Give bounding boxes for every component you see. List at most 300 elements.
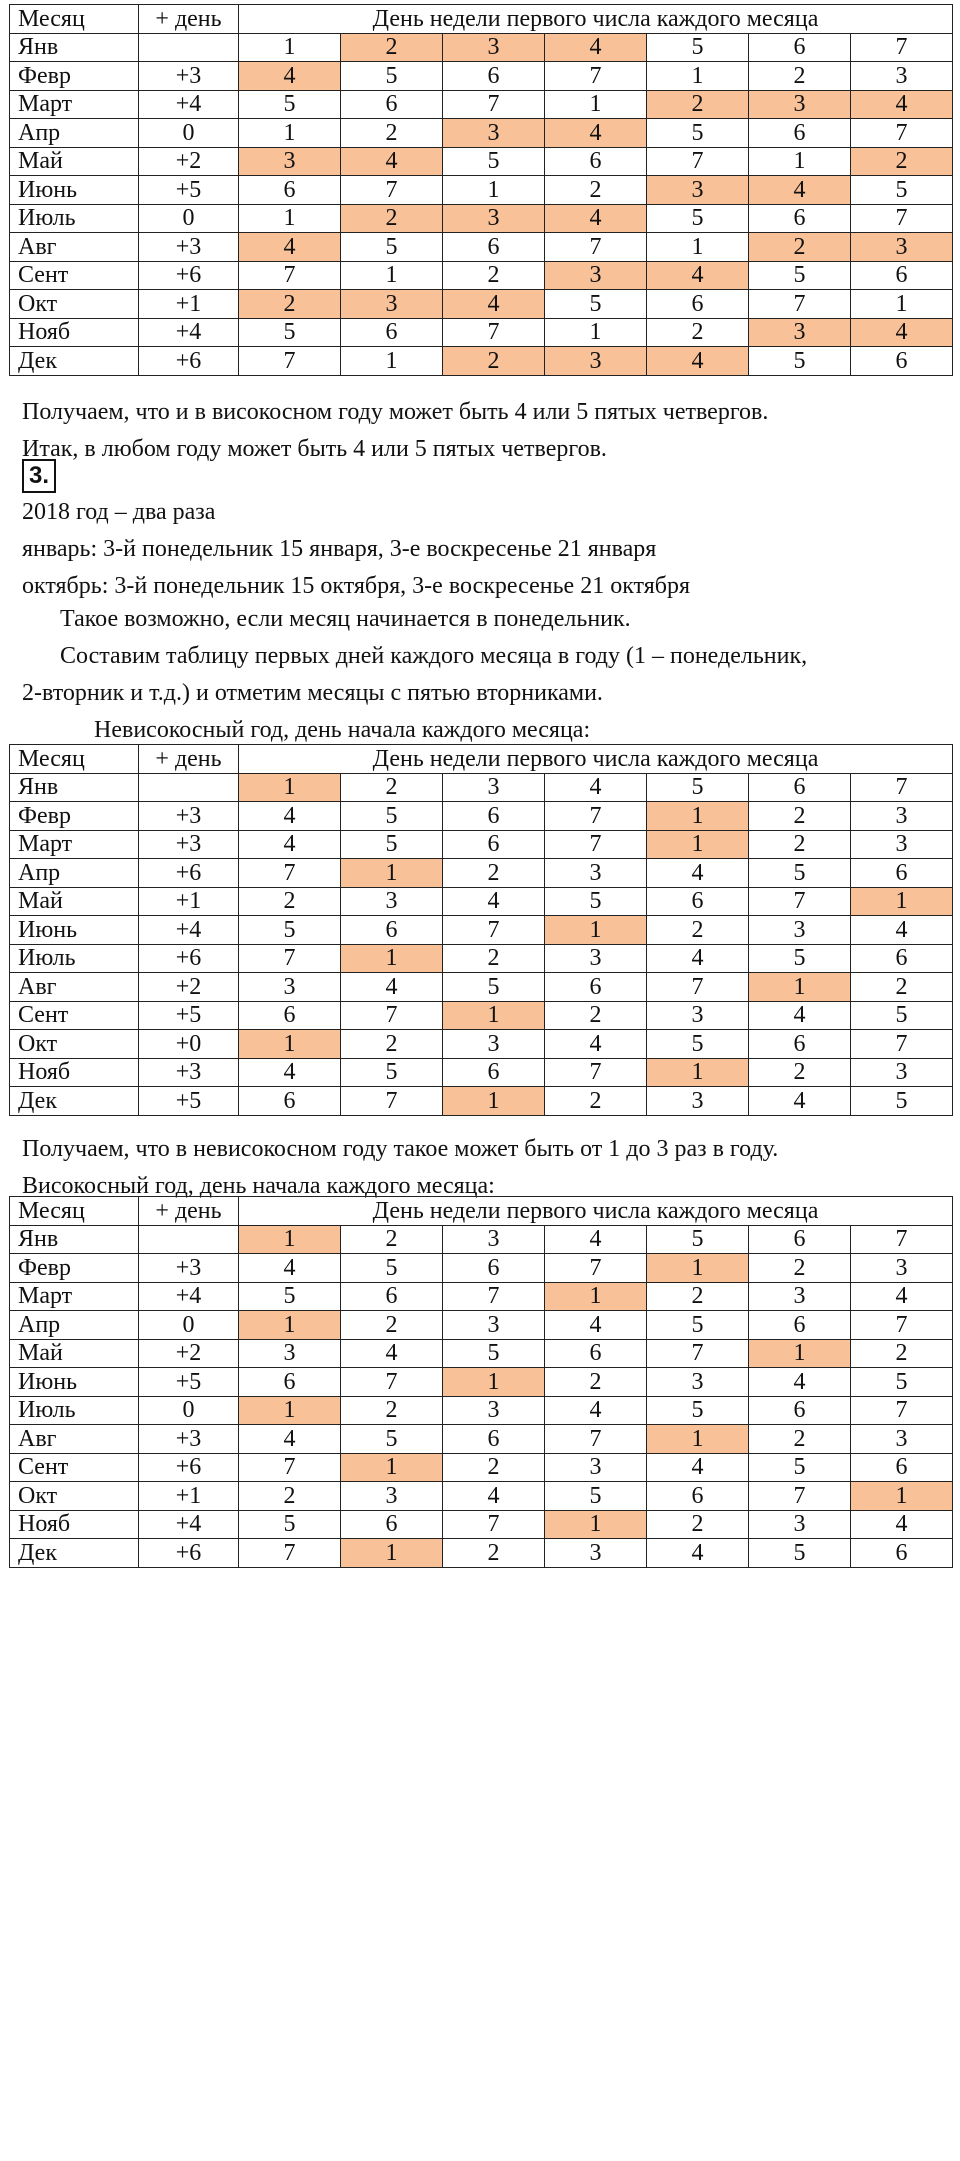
day-cell: 4	[239, 802, 341, 831]
day-cell: 4	[749, 1087, 851, 1116]
day-cell: 4	[647, 1539, 749, 1568]
month-cell: Авг	[10, 233, 139, 262]
day-cell: 6	[545, 1339, 647, 1368]
plus-day-cell: +6	[139, 261, 239, 290]
day-cell: 5	[647, 1030, 749, 1059]
day-cell: 5	[647, 33, 749, 62]
day-cell: 3	[851, 1425, 953, 1454]
day-cell: 4	[443, 887, 545, 916]
day-cell: 7	[647, 147, 749, 176]
day-cell: 5	[749, 347, 851, 376]
day-cell: 7	[341, 1001, 443, 1030]
day-cell: 1	[341, 347, 443, 376]
day-cell: 1	[647, 830, 749, 859]
day-cell: 1	[341, 261, 443, 290]
day-cell: 1	[545, 916, 647, 945]
day-cell: 2	[851, 147, 953, 176]
day-cell: 3	[545, 347, 647, 376]
table-row	[10, 773, 953, 802]
table-row	[10, 1368, 953, 1397]
month-cell: Сент	[10, 261, 139, 290]
day-cell: 6	[851, 859, 953, 888]
day-cell: 1	[239, 773, 341, 802]
table-row	[10, 176, 953, 205]
plus-day-cell: +0	[139, 1030, 239, 1059]
month-cell: Сент	[10, 1453, 139, 1482]
day-cell: 2	[749, 1058, 851, 1087]
day-cell: 3	[749, 90, 851, 119]
day-cell: 6	[749, 773, 851, 802]
day-cell: 5	[647, 1396, 749, 1425]
day-cell: 2	[647, 916, 749, 945]
table-row	[10, 233, 953, 262]
month-cell: Окт	[10, 1030, 139, 1059]
day-cell: 2	[851, 973, 953, 1002]
month-cell: Апр	[10, 859, 139, 888]
table-row	[10, 90, 953, 119]
day-cell: 1	[443, 1368, 545, 1397]
day-cell: 1	[647, 1058, 749, 1087]
task-number-badge: 3.	[22, 459, 56, 493]
day-cell: 5	[545, 887, 647, 916]
day-cell: 5	[851, 1001, 953, 1030]
header-plus-day: + день	[139, 1197, 239, 1226]
day-cell: 3	[443, 204, 545, 233]
calendar-table-2	[9, 744, 952, 1116]
month-cell: Апр	[10, 119, 139, 148]
day-cell: 7	[545, 1058, 647, 1087]
day-cell: 3	[443, 1396, 545, 1425]
conclusion-text-2	[22, 1131, 942, 1205]
plus-day-cell: +3	[139, 802, 239, 831]
plus-day-cell: 0	[139, 204, 239, 233]
text-line: Итак, в любом году может быть 4 или 5 пятых четвергов.	[22, 436, 607, 462]
day-cell: 3	[443, 773, 545, 802]
day-cell: 6	[647, 887, 749, 916]
day-cell: 2	[545, 1368, 647, 1397]
plus-day-cell: +3	[139, 830, 239, 859]
day-cell: 2	[443, 347, 545, 376]
day-cell: 5	[647, 1225, 749, 1254]
day-cell: 7	[443, 916, 545, 945]
day-cell: 4	[545, 1225, 647, 1254]
month-cell: Нояб	[10, 1510, 139, 1539]
table-row	[10, 1339, 953, 1368]
month-cell: Февр	[10, 1254, 139, 1283]
table-row	[10, 973, 953, 1002]
table-row	[10, 290, 953, 319]
day-cell: 7	[239, 347, 341, 376]
day-cell: 1	[647, 802, 749, 831]
plus-day-cell	[139, 33, 239, 62]
table-row	[10, 1396, 953, 1425]
table-row	[10, 1087, 953, 1116]
day-cell: 6	[749, 1396, 851, 1425]
day-cell: 6	[545, 973, 647, 1002]
plus-day-cell: +1	[139, 1482, 239, 1511]
day-cell: 7	[239, 944, 341, 973]
day-cell: 6	[239, 1001, 341, 1030]
day-cell: 1	[443, 176, 545, 205]
day-cell: 6	[239, 176, 341, 205]
day-cell: 4	[341, 973, 443, 1002]
table-row	[10, 916, 953, 945]
table-row	[10, 147, 953, 176]
table-row	[10, 859, 953, 888]
day-cell: 5	[443, 1339, 545, 1368]
plus-day-cell: +3	[139, 233, 239, 262]
day-cell: 4	[443, 290, 545, 319]
table-row	[10, 1001, 953, 1030]
day-cell: 5	[647, 1311, 749, 1340]
day-cell: 3	[851, 62, 953, 91]
day-cell: 4	[647, 859, 749, 888]
month-cell: Окт	[10, 290, 139, 319]
text-line: Такое возможно, если месяц начинается в понедельник.	[60, 606, 631, 632]
plus-day-cell: +6	[139, 347, 239, 376]
day-cell: 5	[851, 176, 953, 205]
table-row	[10, 1030, 953, 1059]
day-cell: 3	[851, 802, 953, 831]
day-cell: 6	[443, 233, 545, 262]
day-cell: 3	[545, 1453, 647, 1482]
day-cell: 5	[341, 62, 443, 91]
day-cell: 2	[647, 1282, 749, 1311]
day-cell: 5	[239, 90, 341, 119]
day-cell: 1	[647, 1254, 749, 1283]
day-cell: 1	[341, 944, 443, 973]
month-cell: Янв	[10, 33, 139, 62]
day-cell: 7	[851, 1030, 953, 1059]
plus-day-cell: +5	[139, 1001, 239, 1030]
day-cell: 1	[749, 973, 851, 1002]
day-cell: 3	[647, 1001, 749, 1030]
first-day-table	[9, 1196, 953, 1568]
day-cell: 2	[443, 1539, 545, 1568]
day-cell: 2	[239, 887, 341, 916]
day-cell: 3	[545, 1539, 647, 1568]
day-cell: 2	[341, 119, 443, 148]
day-cell: 3	[647, 1368, 749, 1397]
day-cell: 1	[749, 147, 851, 176]
day-cell: 3	[851, 233, 953, 262]
day-cell: 5	[239, 916, 341, 945]
day-cell: 7	[851, 1396, 953, 1425]
day-cell: 2	[239, 290, 341, 319]
plus-day-cell: +4	[139, 318, 239, 347]
day-cell: 7	[443, 318, 545, 347]
calendar-table-1	[9, 4, 952, 376]
day-cell: 6	[443, 830, 545, 859]
day-cell: 2	[749, 802, 851, 831]
day-cell: 2	[443, 1453, 545, 1482]
day-cell: 4	[545, 204, 647, 233]
day-cell: 3	[443, 33, 545, 62]
day-cell: 4	[647, 1453, 749, 1482]
day-cell: 3	[851, 1058, 953, 1087]
day-cell: 6	[341, 318, 443, 347]
plus-day-cell: +4	[139, 90, 239, 119]
day-cell: 7	[647, 1339, 749, 1368]
day-cell: 2	[341, 33, 443, 62]
day-cell: 7	[239, 859, 341, 888]
month-cell: Июнь	[10, 916, 139, 945]
day-cell: 1	[239, 204, 341, 233]
day-cell: 5	[341, 802, 443, 831]
day-cell: 3	[545, 944, 647, 973]
month-cell: Февр	[10, 62, 139, 91]
text-line: Получаем, что в невисокосном году такое может быть от 1 до 3 раз в году.	[22, 1136, 779, 1162]
task-3-text	[22, 494, 942, 605]
day-cell: 3	[545, 261, 647, 290]
month-cell: Дек	[10, 1087, 139, 1116]
day-cell: 5	[851, 1368, 953, 1397]
text-line: Составим таблицу первых дней каждого месяца в году (1 – понедельник,	[60, 643, 808, 669]
table-row	[10, 1311, 953, 1340]
month-cell: Февр	[10, 802, 139, 831]
day-cell: 6	[341, 1282, 443, 1311]
month-cell: Авг	[10, 973, 139, 1002]
table-row	[10, 830, 953, 859]
plus-day-cell: 0	[139, 1396, 239, 1425]
day-cell: 2	[647, 90, 749, 119]
table-row	[10, 347, 953, 376]
day-cell: 2	[545, 176, 647, 205]
day-cell: 6	[341, 1510, 443, 1539]
text-line: январь: 3-й понедельник 15 января, 3-е воскресенье 21 января	[22, 536, 657, 562]
month-cell: Апр	[10, 1311, 139, 1340]
plus-day-cell: +1	[139, 887, 239, 916]
day-cell: 3	[239, 1339, 341, 1368]
day-cell: 3	[443, 1225, 545, 1254]
day-cell: 2	[443, 859, 545, 888]
day-cell: 5	[851, 1087, 953, 1116]
day-cell: 7	[341, 1087, 443, 1116]
day-cell: 3	[851, 1254, 953, 1283]
day-cell: 3	[749, 1282, 851, 1311]
month-cell: Июль	[10, 944, 139, 973]
day-cell: 4	[749, 1001, 851, 1030]
table-header-row	[10, 1197, 953, 1226]
day-cell: 5	[647, 204, 749, 233]
day-cell: 2	[749, 1425, 851, 1454]
plus-day-cell: +5	[139, 1368, 239, 1397]
plus-day-cell: +3	[139, 1058, 239, 1087]
day-cell: 2	[443, 261, 545, 290]
day-cell: 5	[749, 1453, 851, 1482]
day-cell: 4	[851, 1510, 953, 1539]
plus-day-cell: +5	[139, 176, 239, 205]
day-cell: 7	[749, 290, 851, 319]
day-cell: 2	[341, 773, 443, 802]
day-cell: 6	[749, 1030, 851, 1059]
header-month: Месяц	[10, 745, 139, 774]
day-cell: 6	[443, 802, 545, 831]
day-cell: 1	[647, 233, 749, 262]
plus-day-cell	[139, 773, 239, 802]
day-cell: 4	[851, 1282, 953, 1311]
day-cell: 1	[239, 119, 341, 148]
day-cell: 7	[851, 119, 953, 148]
day-cell: 7	[239, 261, 341, 290]
day-cell: 7	[545, 1254, 647, 1283]
day-cell: 5	[239, 318, 341, 347]
day-cell: 5	[545, 290, 647, 319]
day-cell: 2	[341, 1225, 443, 1254]
day-cell: 1	[443, 1001, 545, 1030]
day-cell: 7	[341, 1368, 443, 1397]
day-cell: 5	[749, 261, 851, 290]
day-cell: 7	[545, 802, 647, 831]
table-row	[10, 1425, 953, 1454]
day-cell: 1	[647, 62, 749, 91]
day-cell: 3	[749, 318, 851, 347]
table-row	[10, 1058, 953, 1087]
day-cell: 5	[341, 233, 443, 262]
plus-day-cell: +1	[139, 290, 239, 319]
month-cell: Июнь	[10, 1368, 139, 1397]
table-row	[10, 261, 953, 290]
day-cell: 6	[749, 204, 851, 233]
day-cell: 4	[239, 1425, 341, 1454]
day-cell: 2	[749, 1254, 851, 1283]
table-row	[10, 119, 953, 148]
day-cell: 6	[545, 147, 647, 176]
header-plus-day: + день	[139, 5, 239, 34]
day-cell: 2	[647, 1510, 749, 1539]
day-cell: 3	[239, 973, 341, 1002]
first-day-table	[9, 4, 953, 376]
day-cell: 4	[851, 318, 953, 347]
plus-day-cell: +4	[139, 1282, 239, 1311]
day-cell: 5	[341, 830, 443, 859]
plus-day-cell: +6	[139, 1453, 239, 1482]
day-cell: 3	[749, 1510, 851, 1539]
day-cell: 1	[647, 1425, 749, 1454]
month-cell: Июль	[10, 204, 139, 233]
day-cell: 3	[443, 1311, 545, 1340]
day-cell: 4	[647, 261, 749, 290]
day-cell: 3	[851, 830, 953, 859]
day-cell: 7	[341, 176, 443, 205]
task-3-explanation	[22, 601, 942, 749]
table-row	[10, 1282, 953, 1311]
day-cell: 3	[341, 290, 443, 319]
header-plus-day: + день	[139, 745, 239, 774]
day-cell: 1	[851, 887, 953, 916]
day-cell: 6	[749, 33, 851, 62]
day-cell: 3	[341, 887, 443, 916]
day-cell: 5	[443, 973, 545, 1002]
day-cell: 2	[341, 1311, 443, 1340]
day-cell: 7	[239, 1453, 341, 1482]
day-cell: 6	[443, 62, 545, 91]
table-row	[10, 1510, 953, 1539]
day-cell: 3	[239, 147, 341, 176]
day-cell: 7	[749, 1482, 851, 1511]
day-cell: 2	[341, 1396, 443, 1425]
day-cell: 2	[239, 1482, 341, 1511]
header-weekday: День недели первого числа каждого месяца	[239, 745, 953, 774]
plus-day-cell: +2	[139, 1339, 239, 1368]
day-cell: 1	[239, 1225, 341, 1254]
day-cell: 4	[647, 944, 749, 973]
day-cell: 2	[545, 1001, 647, 1030]
day-cell: 4	[443, 1482, 545, 1511]
day-cell: 7	[545, 233, 647, 262]
day-cell: 2	[341, 204, 443, 233]
text-line: Получаем, что и в високосном году может быть 4 или 5 пятых четвергов.	[22, 399, 769, 425]
day-cell: 2	[443, 944, 545, 973]
day-cell: 4	[851, 916, 953, 945]
day-cell: 5	[239, 1510, 341, 1539]
text-line: Високосный год, день начала каждого месяца:	[22, 1173, 495, 1199]
table-row	[10, 62, 953, 91]
day-cell: 4	[545, 33, 647, 62]
day-cell: 4	[341, 147, 443, 176]
plus-day-cell: +6	[139, 944, 239, 973]
day-cell: 7	[545, 62, 647, 91]
day-cell: 4	[239, 62, 341, 91]
month-cell: Сент	[10, 1001, 139, 1030]
text-line: Невисокосный год, день начала каждого месяца:	[94, 717, 591, 743]
month-cell: Май	[10, 147, 139, 176]
day-cell: 2	[851, 1339, 953, 1368]
day-cell: 3	[443, 1030, 545, 1059]
plus-day-cell: +5	[139, 1087, 239, 1116]
day-cell: 1	[443, 1087, 545, 1116]
day-cell: 1	[545, 90, 647, 119]
day-cell: 7	[443, 1510, 545, 1539]
month-cell: Янв	[10, 773, 139, 802]
day-cell: 6	[239, 1087, 341, 1116]
day-cell: 4	[545, 119, 647, 148]
day-cell: 6	[749, 1225, 851, 1254]
day-cell: 4	[239, 830, 341, 859]
table-row	[10, 1482, 953, 1511]
plus-day-cell: +4	[139, 916, 239, 945]
header-weekday: День недели первого числа каждого месяца	[239, 5, 953, 34]
day-cell: 6	[851, 944, 953, 973]
month-cell: Окт	[10, 1482, 139, 1511]
month-cell: Март	[10, 90, 139, 119]
plus-day-cell: +3	[139, 62, 239, 91]
text-line: 2-вторник и т.д.) и отметим месяцы с пятью вторниками.	[22, 680, 603, 706]
day-cell: 7	[851, 33, 953, 62]
day-cell: 5	[647, 119, 749, 148]
plus-day-cell: +6	[139, 859, 239, 888]
calendar-table-3	[9, 1196, 952, 1568]
day-cell: 6	[341, 916, 443, 945]
day-cell: 7	[851, 1311, 953, 1340]
first-day-table	[9, 744, 953, 1116]
day-cell: 6	[851, 1453, 953, 1482]
day-cell: 4	[749, 176, 851, 205]
month-cell: Июль	[10, 1396, 139, 1425]
month-cell: Дек	[10, 1539, 139, 1568]
day-cell: 1	[749, 1339, 851, 1368]
plus-day-cell	[139, 1225, 239, 1254]
day-cell: 3	[443, 119, 545, 148]
day-cell: 1	[341, 859, 443, 888]
day-cell: 4	[647, 347, 749, 376]
day-cell: 5	[647, 773, 749, 802]
plus-day-cell: +6	[139, 1539, 239, 1568]
month-cell: Дек	[10, 347, 139, 376]
day-cell: 4	[239, 1058, 341, 1087]
day-cell: 7	[749, 887, 851, 916]
table-row	[10, 318, 953, 347]
